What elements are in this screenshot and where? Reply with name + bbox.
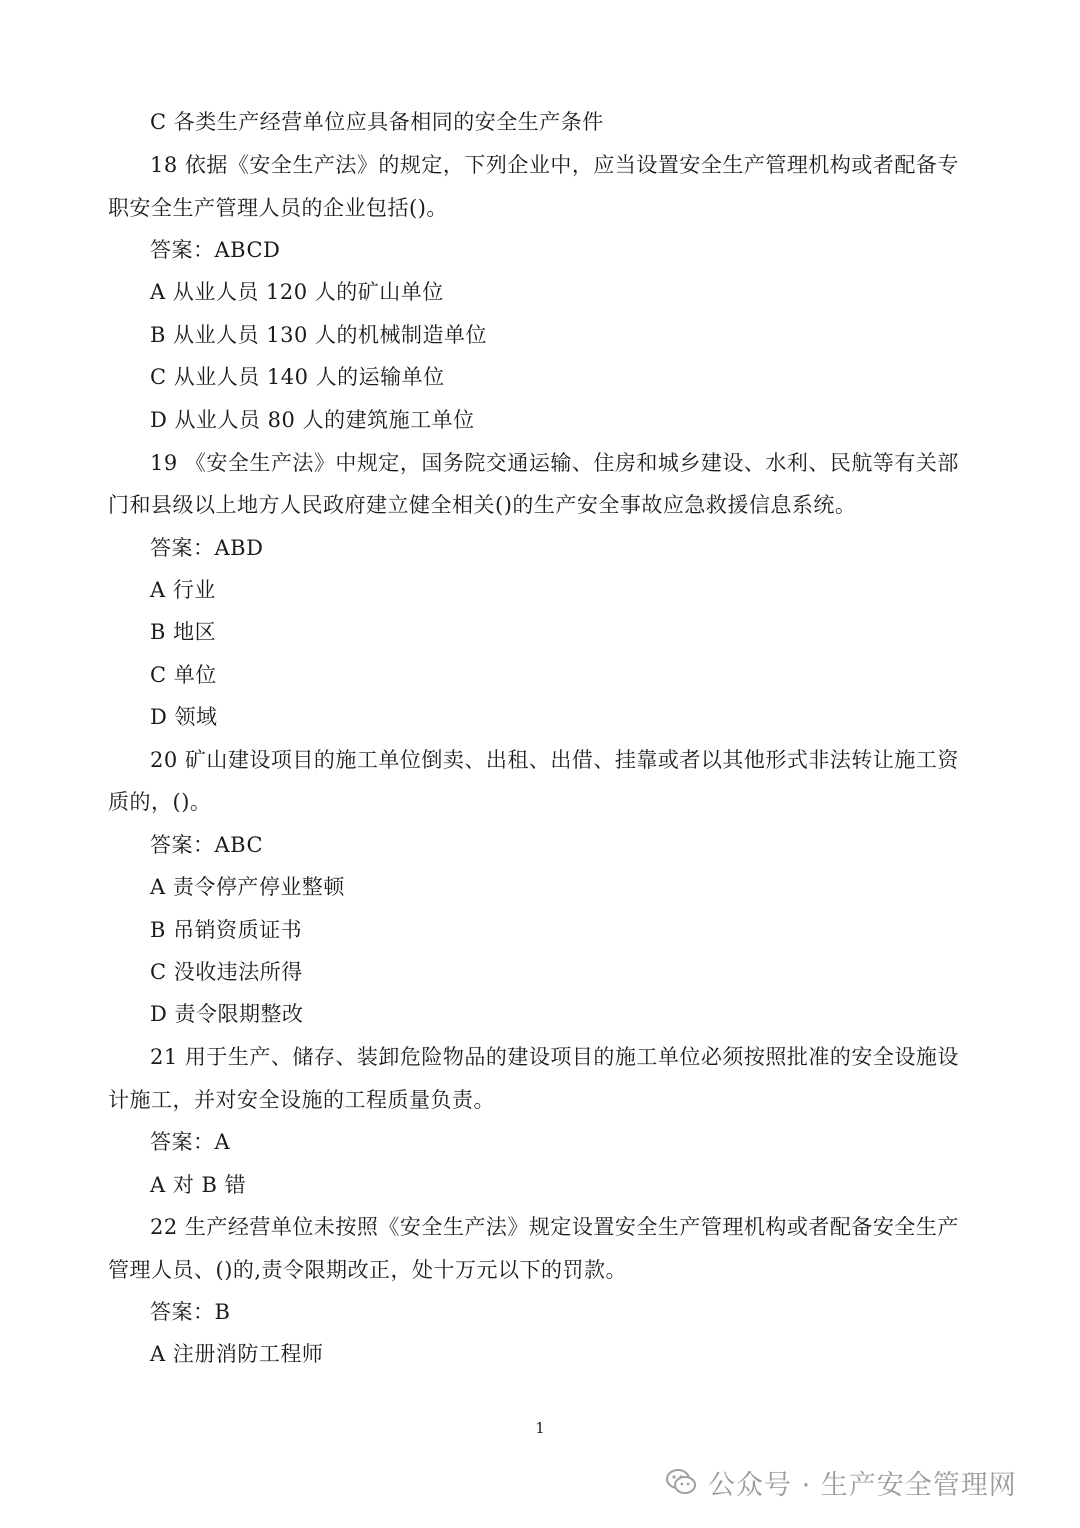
wechat-icon [664, 1465, 698, 1499]
option-line: C 各类生产经营单位应具备相同的安全生产条件 [150, 110, 604, 134]
question-22-line-2: 管理人员、()的,责令限期改正，处十万元以下的罚款。 [108, 1258, 628, 1282]
option-line: D 责令限期整改 [150, 1002, 304, 1026]
question-18-line-1: 18 依据《安全生产法》的规定，下列企业中，应当设置安全生产管理机构或者配备专 [150, 153, 959, 177]
question-20-line-2: 质的，()。 [108, 790, 212, 814]
watermark [664, 1462, 1017, 1502]
question-18-line-2: 职安全生产管理人员的企业包括()。 [108, 196, 448, 220]
answer-line: 答案：A [150, 1130, 231, 1154]
option-line: D 从业人员 80 人的建筑施工单位 [150, 408, 475, 432]
answer-line: 答案：ABD [150, 536, 264, 560]
option-line: A 注册消防工程师 [150, 1342, 324, 1366]
option-line: C 没收违法所得 [150, 960, 303, 984]
answer-line: 答案：ABCD [150, 238, 281, 262]
option-line: B 吊销资质证书 [150, 918, 303, 942]
question-22-line-1: 22 生产经营单位未按照《安全生产法》规定设置安全生产管理机构或者配备安全生产 [150, 1215, 959, 1239]
option-line: A 责令停产停业整顿 [150, 875, 345, 899]
option-line: C 单位 [150, 663, 217, 687]
question-20-line-1: 20 矿山建设项目的施工单位倒卖、出租、出借、挂靠或者以其他形式非法转让施工资 [150, 748, 959, 772]
option-line: A 从业人员 120 人的矿山单位 [150, 280, 444, 304]
answer-line: 答案：ABC [150, 833, 264, 857]
page-number: 1 [535, 1419, 545, 1437]
question-21-line-2: 计施工，并对安全设施的工程质量负责。 [108, 1088, 495, 1112]
option-line: B 地区 [150, 620, 217, 644]
question-19-line-2: 门和县级以上地方人民政府建立健全相关()的生产安全事故应急救援信息系统。 [108, 493, 857, 517]
question-21-line-1: 21 用于生产、储存、装卸危险物品的建设项目的施工单位必须按照批准的安全设施设 [150, 1045, 959, 1069]
option-line: C 从业人员 140 人的运输单位 [150, 365, 445, 389]
answer-line: 答案：B [150, 1300, 231, 1324]
option-line: A 行业 [150, 578, 216, 602]
option-line: D 领域 [150, 705, 218, 729]
watermark-text: 公众号 · 生产安全管理网 [708, 1469, 1017, 1501]
question-19-line-1: 19 《安全生产法》中规定，国务院交通运输、住房和城乡建设、水利、民航等有关部 [150, 451, 959, 475]
option-line: A 对 B 错 [150, 1173, 247, 1197]
option-line: B 从业人员 130 人的机械制造单位 [150, 323, 488, 347]
